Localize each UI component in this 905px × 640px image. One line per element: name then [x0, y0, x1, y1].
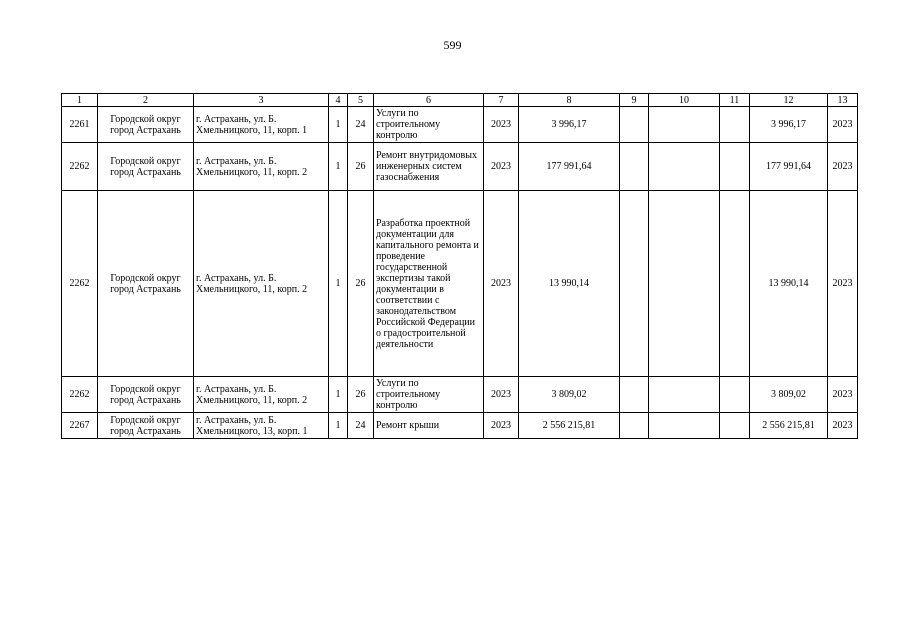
total-cell: 177 991,64 — [750, 143, 828, 191]
district-cell: Городской округ город Астрахань — [98, 377, 194, 413]
col9-cell — [620, 413, 649, 439]
column-header: 4 — [329, 94, 348, 107]
column-header: 11 — [720, 94, 750, 107]
year-cell: 2023 — [484, 143, 519, 191]
col5-cell: 26 — [348, 377, 374, 413]
work-type-cell: Ремонт крыши — [374, 413, 484, 439]
table-row — [62, 107, 858, 143]
district-cell: Городской округ город Астрахань — [98, 191, 194, 377]
table-row — [62, 377, 858, 413]
work-type-cell: Услуги по строительному контролю — [374, 377, 484, 413]
district-cell: Городской округ город Астрахань — [98, 413, 194, 439]
row-number: 2262 — [62, 143, 98, 191]
year-end-cell: 2023 — [828, 191, 858, 377]
year-cell: 2023 — [484, 107, 519, 143]
col11-cell — [720, 107, 750, 143]
col11-cell — [720, 191, 750, 377]
column-header: 3 — [194, 94, 329, 107]
amount-cell: 177 991,64 — [519, 143, 620, 191]
col5-cell: 24 — [348, 413, 374, 439]
work-type-cell: Разработка проектной документации для капитального ремонта и проведение государственной экспертизы такой документации в соответствии с законодательством Российской Федерации о градостроительной деятельности — [374, 191, 484, 377]
table-row — [62, 191, 858, 377]
year-end-cell: 2023 — [828, 143, 858, 191]
row-number: 2262 — [62, 191, 98, 377]
district-cell: Городской округ город Астрахань — [98, 107, 194, 143]
column-header: 5 — [348, 94, 374, 107]
col4-cell: 1 — [329, 143, 348, 191]
col10-cell — [649, 143, 720, 191]
year-cell: 2023 — [484, 413, 519, 439]
year-end-cell: 2023 — [828, 377, 858, 413]
table-row — [62, 413, 858, 439]
amount-cell: 2 556 215,81 — [519, 413, 620, 439]
column-header: 2 — [98, 94, 194, 107]
col5-cell: 24 — [348, 107, 374, 143]
col5-cell: 26 — [348, 191, 374, 377]
total-cell: 2 556 215,81 — [750, 413, 828, 439]
total-cell: 3 996,17 — [750, 107, 828, 143]
address-cell: г. Астрахань, ул. Б. Хмельницкого, 13, корп. 1 — [194, 413, 329, 439]
total-cell: 13 990,14 — [750, 191, 828, 377]
col9-cell — [620, 191, 649, 377]
year-cell: 2023 — [484, 377, 519, 413]
year-cell: 2023 — [484, 191, 519, 377]
year-end-cell: 2023 — [828, 107, 858, 143]
district-cell: Городской округ город Астрахань — [98, 143, 194, 191]
page-number: 599 — [443, 38, 462, 52]
col10-cell — [649, 377, 720, 413]
registry-table — [61, 93, 858, 439]
address-cell: г. Астрахань, ул. Б. Хмельницкого, 11, корп. 1 — [194, 107, 329, 143]
column-header: 13 — [828, 94, 858, 107]
col4-cell: 1 — [329, 191, 348, 377]
col9-cell — [620, 107, 649, 143]
column-header: 6 — [374, 94, 484, 107]
header-row — [62, 94, 858, 107]
col4-cell: 1 — [329, 413, 348, 439]
amount-cell: 3 996,17 — [519, 107, 620, 143]
row-number: 2261 — [62, 107, 98, 143]
col5-cell: 26 — [348, 143, 374, 191]
row-number: 2262 — [62, 377, 98, 413]
address-cell: г. Астрахань, ул. Б. Хмельницкого, 11, корп. 2 — [194, 377, 329, 413]
col11-cell — [720, 413, 750, 439]
col4-cell: 1 — [329, 107, 348, 143]
col10-cell — [649, 107, 720, 143]
year-end-cell: 2023 — [828, 413, 858, 439]
work-type-cell: Ремонт внутридомовых инженерных систем газоснабжения — [374, 143, 484, 191]
address-cell: г. Астрахань, ул. Б. Хмельницкого, 11, корп. 2 — [194, 191, 329, 377]
col11-cell — [720, 377, 750, 413]
address-cell: г. Астрахань, ул. Б. Хмельницкого, 11, корп. 2 — [194, 143, 329, 191]
col9-cell — [620, 377, 649, 413]
col9-cell — [620, 143, 649, 191]
col4-cell: 1 — [329, 377, 348, 413]
column-header: 10 — [649, 94, 720, 107]
column-header: 9 — [620, 94, 649, 107]
column-header: 8 — [519, 94, 620, 107]
table-row — [62, 143, 858, 191]
work-type-cell: Услуги по строительному контролю — [374, 107, 484, 143]
col10-cell — [649, 413, 720, 439]
column-header: 1 — [62, 94, 98, 107]
column-header: 12 — [750, 94, 828, 107]
col11-cell — [720, 143, 750, 191]
total-cell: 3 809,02 — [750, 377, 828, 413]
amount-cell: 3 809,02 — [519, 377, 620, 413]
row-number: 2267 — [62, 413, 98, 439]
column-header: 7 — [484, 94, 519, 107]
col10-cell — [649, 191, 720, 377]
amount-cell: 13 990,14 — [519, 191, 620, 377]
